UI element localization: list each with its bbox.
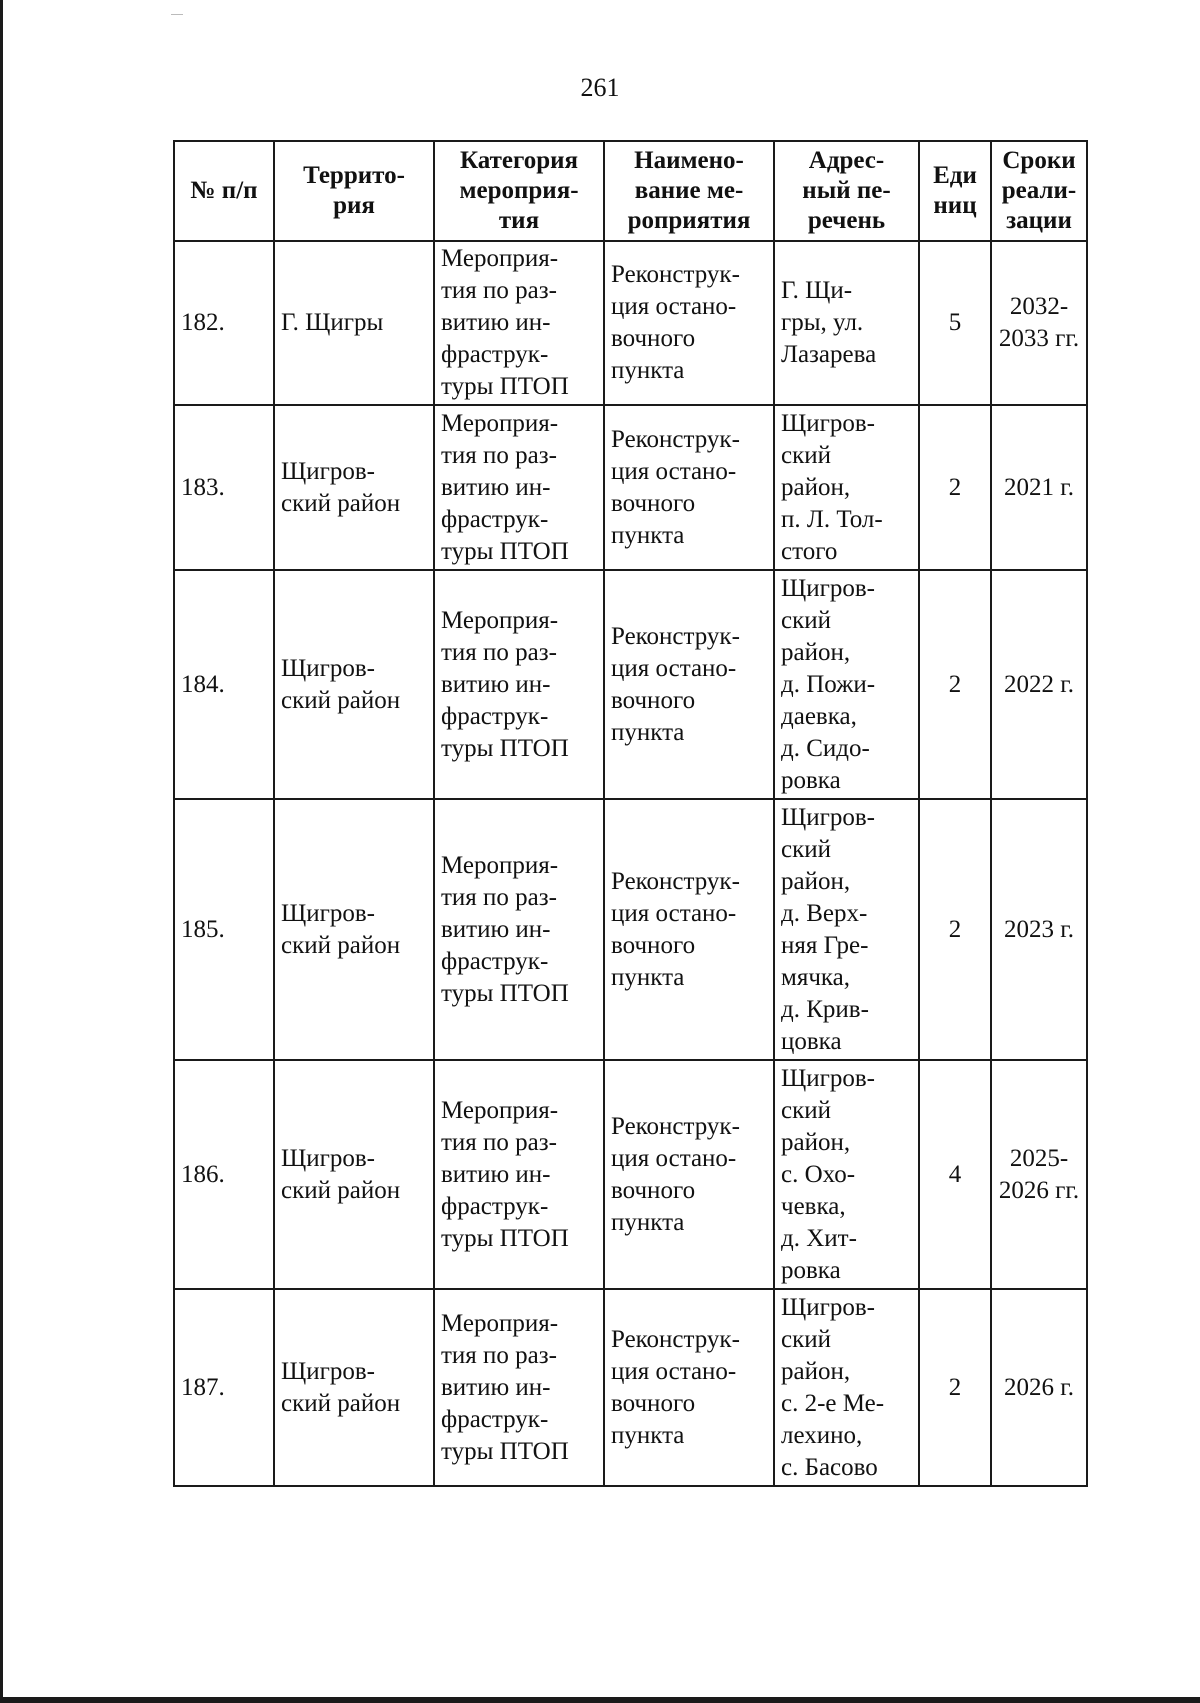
cell-category: Мероприя- тия по раз- витию ин- фраструк- туры ПТОП xyxy=(434,1289,604,1486)
cell-name: Реконструк- ция остано- вочного пункта xyxy=(604,570,774,799)
header-name: Наимено- вание ме- роприятия xyxy=(604,141,774,241)
header-category: Категория мероприя- тия xyxy=(434,141,604,241)
cell-category: Мероприя- тия по раз- витию ин- фраструк- туры ПТОП xyxy=(434,799,604,1060)
cell-term: 2026 г. xyxy=(991,1289,1087,1486)
page-edge-bottom xyxy=(0,1697,1200,1703)
header-number: № п/п xyxy=(174,141,274,241)
page-number: 261 xyxy=(580,73,620,102)
cell-units: 4 xyxy=(919,1060,991,1289)
header-term: Сроки реали- зации xyxy=(991,141,1087,241)
cell-term: 2022 г. xyxy=(991,570,1087,799)
cell-address: Щигров- ский район, д. Верх- няя Гре- мячка, д. Крив- цовка xyxy=(774,799,919,1060)
cell-territory: Щигров- ский район xyxy=(274,570,434,799)
cell-number: 185. xyxy=(174,799,274,1060)
cell-number: 187. xyxy=(174,1289,274,1486)
cell-number: 183. xyxy=(174,405,274,570)
cell-name: Реконструк- ция остано- вочного пункта xyxy=(604,1060,774,1289)
cell-address: Щигров- ский район, с. 2-е Ме- лехино, с. Басово xyxy=(774,1289,919,1486)
table-row xyxy=(174,405,1087,570)
table-row xyxy=(174,1289,1087,1486)
measures-table xyxy=(173,140,1088,1487)
table-header-row xyxy=(174,141,1087,241)
cell-number: 184. xyxy=(174,570,274,799)
header-units: Еди ниц xyxy=(919,141,991,241)
cell-units: 2 xyxy=(919,405,991,570)
cell-territory: Г. Щигры xyxy=(274,241,434,405)
cell-units: 2 xyxy=(919,799,991,1060)
cell-category: Мероприя- тия по раз- витию ин- фраструк- туры ПТОП xyxy=(434,570,604,799)
cell-address: Щигров- ский район, с. Охо- чевка, д. Хит- ровка xyxy=(774,1060,919,1289)
page-edge-left xyxy=(0,0,3,1703)
cell-units: 5 xyxy=(919,241,991,405)
cell-number: 182. xyxy=(174,241,274,405)
cell-term: 2021 г. xyxy=(991,405,1087,570)
cell-name: Реконструк- ция остано- вочного пункта xyxy=(604,1289,774,1486)
table-row xyxy=(174,570,1087,799)
cell-territory: Щигров- ский район xyxy=(274,1289,434,1486)
cell-number: 186. xyxy=(174,1060,274,1289)
table-row xyxy=(174,799,1087,1060)
cell-term: 2032- 2033 гг. xyxy=(991,241,1087,405)
scan-mark xyxy=(171,14,183,15)
cell-address: Щигров- ский район, п. Л. Тол- стого xyxy=(774,405,919,570)
cell-territory: Щигров- ский район xyxy=(274,405,434,570)
cell-territory: Щигров- ский район xyxy=(274,799,434,1060)
cell-category: Мероприя- тия по раз- витию ин- фраструк- туры ПТОП xyxy=(434,241,604,405)
header-address: Адрес- ный пе- речень xyxy=(774,141,919,241)
cell-units: 2 xyxy=(919,1289,991,1486)
table-row xyxy=(174,1060,1087,1289)
cell-address: Щигров- ский район, д. Пожи- даевка, д. Сидо- ровка xyxy=(774,570,919,799)
table-row xyxy=(174,241,1087,405)
cell-category: Мероприя- тия по раз- витию ин- фраструк- туры ПТОП xyxy=(434,405,604,570)
cell-term: 2025- 2026 гг. xyxy=(991,1060,1087,1289)
cell-address: Г. Щи- гры, ул. Лазарева xyxy=(774,241,919,405)
cell-territory: Щигров- ский район xyxy=(274,1060,434,1289)
cell-units: 2 xyxy=(919,570,991,799)
cell-name: Реконструк- ция остано- вочного пункта xyxy=(604,241,774,405)
cell-category: Мероприя- тия по раз- витию ин- фраструк- туры ПТОП xyxy=(434,1060,604,1289)
cell-name: Реконструк- ция остано- вочного пункта xyxy=(604,405,774,570)
cell-name: Реконструк- ция остано- вочного пункта xyxy=(604,799,774,1060)
header-territory: Террито- рия xyxy=(274,141,434,241)
cell-term: 2023 г. xyxy=(991,799,1087,1060)
